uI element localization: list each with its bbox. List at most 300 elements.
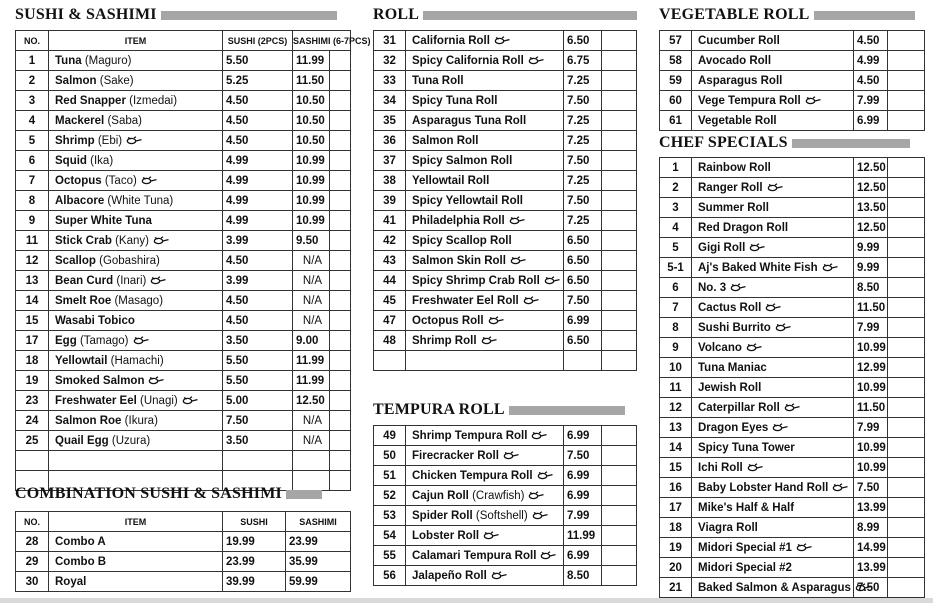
table-row	[16, 532, 351, 552]
item-cell	[692, 318, 854, 338]
item-price: 7.50	[564, 191, 602, 211]
item-number: 11	[660, 378, 692, 398]
empty-cell	[330, 51, 351, 71]
item-name: Ranger Roll	[698, 181, 763, 194]
item-cell	[49, 191, 223, 211]
sushi-price: 5.50	[223, 371, 293, 391]
cooked-roll-icon	[804, 96, 821, 105]
empty-cell	[602, 251, 637, 271]
item-cell	[406, 211, 564, 231]
item-price: 7.25	[564, 131, 602, 151]
item-price: 7.99	[854, 91, 888, 111]
tempura-section-title	[373, 400, 625, 420]
item-number: 17	[16, 331, 49, 351]
item-number: 51	[374, 466, 406, 486]
item-price: 10.99	[854, 338, 888, 358]
item-price: 7.50	[564, 91, 602, 111]
item-number: 5	[16, 131, 49, 151]
item-number: 53	[374, 506, 406, 526]
title-bar	[509, 406, 625, 415]
item-number: 8	[660, 318, 692, 338]
empty-cell	[602, 446, 637, 466]
cooked-roll-icon	[527, 491, 544, 500]
empty-cell	[330, 251, 351, 271]
item-cell	[692, 198, 854, 218]
cooked-roll-icon	[795, 543, 812, 552]
cooked-roll-icon	[181, 396, 198, 405]
item-name: Asparagus Roll	[698, 74, 783, 87]
empty-cell	[330, 231, 351, 251]
vegetable-section-title	[659, 5, 915, 25]
item-cell	[406, 311, 564, 331]
item-price: 13.99	[854, 498, 888, 518]
item-name: Baby Lobster Hand Roll	[698, 481, 829, 494]
empty-row	[374, 351, 637, 371]
item-cell	[49, 431, 223, 451]
col-sashimi-header: SASHIMI (6-7PCS)	[293, 31, 351, 51]
item-name: Vegetable Roll	[698, 114, 777, 127]
sushi-price: 3.50	[223, 331, 293, 351]
item-price: 4.99	[854, 51, 888, 71]
item-name: Baked Salmon & Asparagus	[698, 581, 851, 594]
empty-cell	[602, 111, 637, 131]
table-row	[660, 111, 925, 131]
item-name: Tuna	[55, 54, 82, 67]
table-row	[660, 398, 925, 418]
item-number: 33	[374, 71, 406, 91]
table-row	[660, 338, 925, 358]
cooked-roll-icon	[509, 256, 526, 265]
item-price: 6.75	[564, 51, 602, 71]
item-number: 58	[660, 51, 692, 71]
empty-cell	[888, 338, 925, 358]
title-bar	[161, 11, 337, 20]
table-row	[374, 291, 637, 311]
item-cell	[692, 418, 854, 438]
empty-cell	[602, 546, 637, 566]
item-cell	[692, 91, 854, 111]
sashimi-price: 11.50	[293, 71, 330, 91]
item-price: 6.50	[564, 231, 602, 251]
item-cell	[692, 458, 854, 478]
item-cell	[692, 258, 854, 278]
item-cell	[692, 558, 854, 578]
empty-cell	[888, 378, 925, 398]
cooked-roll-icon	[764, 303, 781, 312]
empty-cell	[888, 398, 925, 418]
cooked-roll-icon	[783, 403, 800, 412]
item-cell	[49, 91, 223, 111]
item-number: 54	[374, 526, 406, 546]
item-name: Mackerel	[55, 114, 105, 127]
title-bar	[792, 139, 910, 148]
table-row	[660, 458, 925, 478]
table-row	[16, 231, 351, 251]
empty-cell	[888, 318, 925, 338]
sushi-sashimi-section-title	[15, 5, 337, 25]
sashimi-price: 9.50	[293, 231, 330, 251]
item-number: 21	[660, 578, 692, 598]
bottom-rule	[0, 598, 933, 603]
item-price: 6.99	[564, 426, 602, 446]
item-number: 48	[374, 331, 406, 351]
table-row	[660, 258, 925, 278]
item-name: Ichi Roll	[698, 461, 743, 474]
item-japanese-name: (White Tuna)	[107, 194, 174, 207]
sushi-price: 5.50	[223, 351, 293, 371]
item-japanese-name: (Unagi)	[140, 394, 178, 407]
sashimi-price: 10.50	[293, 111, 330, 131]
table-row	[374, 566, 637, 586]
item-name: Firecracker Roll	[412, 449, 499, 462]
table-row	[660, 518, 925, 538]
item-name: Octopus Roll	[412, 314, 484, 327]
sushi-price: 23.99	[223, 552, 286, 572]
item-price: 7.99	[564, 506, 602, 526]
empty-cell	[602, 91, 637, 111]
item-name: Red Dragon Roll	[698, 221, 789, 234]
col-item-header: ITEM	[49, 31, 223, 51]
item-number: 1	[660, 158, 692, 178]
cooked-roll-icon	[745, 343, 762, 352]
empty-cell	[888, 558, 925, 578]
item-number: 11	[16, 231, 49, 251]
roll-heading: ROLL	[373, 6, 420, 23]
sushi-price: 4.50	[223, 91, 293, 111]
item-name: Tuna Maniac	[698, 361, 767, 374]
item-number: 36	[374, 131, 406, 151]
empty-cell	[888, 478, 925, 498]
cooked-roll-icon	[746, 463, 763, 472]
table-row	[16, 191, 351, 211]
item-cell	[49, 311, 223, 331]
item-number: 13	[16, 271, 49, 291]
sushi-price: 4.50	[223, 131, 293, 151]
item-name: Shrimp Roll	[412, 334, 477, 347]
item-cell	[49, 251, 223, 271]
item-number: 19	[16, 371, 49, 391]
table-row	[660, 538, 925, 558]
item-cell	[692, 338, 854, 358]
sushi-price: 4.99	[223, 211, 293, 231]
table-row	[660, 218, 925, 238]
empty-cell	[888, 258, 925, 278]
sushi-price: 4.50	[223, 291, 293, 311]
item-japanese-name: (Taco)	[104, 174, 137, 187]
table-row	[660, 578, 925, 598]
item-cell	[692, 538, 854, 558]
item-cell	[692, 378, 854, 398]
cooked-roll-icon	[536, 471, 553, 480]
item-price: 8.50	[564, 566, 602, 586]
item-number: 12	[16, 251, 49, 271]
item-japanese-name: (Izmedai)	[129, 94, 178, 107]
table-row	[660, 318, 925, 338]
item-price: 6.99	[564, 466, 602, 486]
table-row	[660, 238, 925, 258]
item-japanese-name: (Tamago)	[79, 334, 129, 347]
item-number: 30	[16, 572, 49, 592]
item-number: 15	[660, 458, 692, 478]
item-cell	[692, 31, 854, 51]
empty-cell	[602, 466, 637, 486]
empty-cell	[602, 191, 637, 211]
cooked-roll-icon	[771, 423, 788, 432]
empty-cell	[888, 578, 925, 598]
item-cell	[406, 506, 564, 526]
empty-cell	[602, 151, 637, 171]
item-name: Cajun Roll	[412, 489, 469, 502]
empty-cell	[330, 391, 351, 411]
item-name: Midori Special #2	[698, 561, 792, 574]
sushi-price: 4.50	[223, 111, 293, 131]
roll-section-title	[373, 5, 637, 25]
cooked-roll-icon	[821, 263, 838, 272]
item-number: 34	[374, 91, 406, 111]
sashimi-price: N/A	[293, 291, 330, 311]
item-number: 15	[16, 311, 49, 331]
item-price: 7.25	[564, 111, 602, 131]
chef-specials-table	[659, 157, 925, 598]
item-price: 7.99	[854, 418, 888, 438]
sashimi-price: 10.99	[293, 211, 330, 231]
sushi-price: 4.50	[223, 311, 293, 331]
item-cell	[692, 578, 854, 598]
item-name: Freshwater Eel	[55, 394, 137, 407]
table-row	[374, 251, 637, 271]
table-row	[660, 478, 925, 498]
item-number: 6	[16, 151, 49, 171]
sashimi-price: 10.50	[293, 91, 330, 111]
table-row	[16, 572, 351, 592]
item-name: Cactus Roll	[698, 301, 762, 314]
table-row	[660, 498, 925, 518]
item-price: 7.25	[564, 71, 602, 91]
empty-cell	[888, 71, 925, 91]
table-row	[16, 271, 351, 291]
table-row	[16, 71, 351, 91]
item-name: Jalapeño Roll	[412, 569, 487, 582]
item-number: 57	[660, 31, 692, 51]
table-row	[374, 191, 637, 211]
table-row	[660, 51, 925, 71]
item-number: 16	[660, 478, 692, 498]
empty-cell	[330, 291, 351, 311]
item-cell	[692, 71, 854, 91]
cooked-roll-icon	[748, 243, 765, 252]
cooked-roll-icon	[147, 376, 164, 385]
item-number: 17	[660, 498, 692, 518]
table-row	[374, 486, 637, 506]
tempura-heading: TEMPURA ROLL	[373, 401, 505, 418]
item-number: 9	[16, 211, 49, 231]
item-number: 6	[660, 278, 692, 298]
item-cell	[692, 51, 854, 71]
item-number: 37	[374, 151, 406, 171]
table-row	[660, 298, 925, 318]
item-number: 14	[660, 438, 692, 458]
item-cell	[406, 151, 564, 171]
item-name: Spicy Salmon Roll	[412, 154, 513, 167]
item-name: Mike's Half & Half	[698, 501, 795, 514]
cooked-roll-icon	[774, 323, 791, 332]
item-name: Combo A	[49, 532, 223, 552]
table-row	[660, 378, 925, 398]
item-number: 8	[16, 191, 49, 211]
item-price: 6.50	[564, 271, 602, 291]
empty-cell	[330, 331, 351, 351]
item-price: 7.99	[854, 318, 888, 338]
tempura-table	[373, 425, 637, 586]
table-row	[374, 111, 637, 131]
item-number: 50	[374, 446, 406, 466]
item-cell	[406, 31, 564, 51]
item-name: Gigi Roll	[698, 241, 746, 254]
item-name: Royal	[49, 572, 223, 592]
empty-cell	[602, 526, 637, 546]
sashimi-price: 10.99	[293, 171, 330, 191]
table-row	[660, 178, 925, 198]
item-number: 23	[16, 391, 49, 411]
item-price: 6.50	[564, 331, 602, 351]
empty-cell	[330, 151, 351, 171]
item-price: 7.50	[854, 578, 888, 598]
item-name: Spider Roll	[412, 509, 473, 522]
item-name: Yellowtail	[55, 354, 108, 367]
empty-cell	[602, 31, 637, 51]
item-japanese-name: (Inari)	[116, 274, 147, 287]
item-name: Spicy Tuna Roll	[412, 94, 498, 107]
item-price: 7.50	[564, 446, 602, 466]
empty-cell	[330, 431, 351, 451]
table-row	[660, 31, 925, 51]
item-price: 10.99	[854, 458, 888, 478]
cooked-roll-icon	[522, 296, 539, 305]
table-row	[660, 71, 925, 91]
empty-cell	[330, 351, 351, 371]
item-name: Dragon Eyes	[698, 421, 769, 434]
item-cell	[49, 331, 223, 351]
item-name: Philadelphia Roll	[412, 214, 505, 227]
cooked-roll-icon	[831, 483, 848, 492]
item-cell	[406, 51, 564, 71]
cooked-roll-icon	[766, 183, 783, 192]
item-name: Viagra Roll	[698, 521, 758, 534]
item-name: Spicy Shrimp Crab Roll	[412, 274, 540, 287]
item-number: 42	[374, 231, 406, 251]
empty-cell	[330, 211, 351, 231]
sashimi-price: 35.99	[286, 552, 351, 572]
item-price: 12.50	[854, 218, 888, 238]
item-number: 35	[374, 111, 406, 131]
item-cell	[406, 526, 564, 546]
cooked-roll-icon	[152, 236, 169, 245]
item-cell	[692, 358, 854, 378]
item-cell	[406, 271, 564, 291]
item-price: 6.99	[564, 486, 602, 506]
item-name: Combo B	[49, 552, 223, 572]
item-price: 13.50	[854, 198, 888, 218]
empty-cell	[888, 198, 925, 218]
cooked-roll-icon	[125, 136, 142, 145]
table-row	[374, 526, 637, 546]
item-price: 11.99	[564, 526, 602, 546]
empty-cell	[330, 111, 351, 131]
item-name: Jewish Roll	[698, 381, 762, 394]
col-sashimi-header: SASHIMI	[286, 512, 351, 532]
empty-cell	[602, 331, 637, 351]
item-japanese-name: (Ebi)	[97, 134, 123, 147]
item-number: 43	[374, 251, 406, 271]
item-number: 2	[660, 178, 692, 198]
table-row	[374, 51, 637, 71]
item-number: 41	[374, 211, 406, 231]
empty-cell	[888, 418, 925, 438]
item-price: 11.50	[854, 398, 888, 418]
table-row	[16, 151, 351, 171]
item-number: 5	[660, 238, 692, 258]
item-number: 61	[660, 111, 692, 131]
item-number: 3	[660, 198, 692, 218]
table-row	[16, 131, 351, 151]
empty-cell	[888, 238, 925, 258]
item-japanese-name: (Maguro)	[84, 54, 132, 67]
item-price: 7.50	[564, 291, 602, 311]
item-number: 13	[660, 418, 692, 438]
empty-cell	[888, 111, 925, 131]
item-cell	[49, 71, 223, 91]
empty-cell	[888, 518, 925, 538]
table-row	[374, 331, 637, 351]
sushi-price: 4.99	[223, 171, 293, 191]
table-row	[660, 438, 925, 458]
item-cell	[406, 486, 564, 506]
item-name: No. 3	[698, 281, 727, 294]
item-cell	[692, 398, 854, 418]
chef-heading: CHEF SPECIALS	[659, 134, 788, 151]
item-name: Vege Tempura Roll	[698, 94, 801, 107]
item-price: 7.25	[564, 171, 602, 191]
sashimi-price: 23.99	[286, 532, 351, 552]
sashimi-price: 11.99	[293, 371, 330, 391]
item-name: Aj's Baked White Fish	[698, 261, 818, 274]
item-number: 9	[660, 338, 692, 358]
table-row	[374, 151, 637, 171]
item-cell	[49, 51, 223, 71]
empty-cell	[602, 51, 637, 71]
item-cell	[49, 171, 223, 191]
item-price: 9.99	[854, 238, 888, 258]
item-number: 14	[16, 291, 49, 311]
item-japanese-name: (Ika)	[90, 154, 114, 167]
empty-cell	[602, 231, 637, 251]
table-row	[660, 558, 925, 578]
item-price: 7.50	[854, 478, 888, 498]
item-number: 28	[16, 532, 49, 552]
item-name: Rainbow Roll	[698, 161, 771, 174]
item-number: 3	[16, 91, 49, 111]
item-name: Bean Curd	[55, 274, 114, 287]
item-cell	[406, 331, 564, 351]
item-price: 4.50	[854, 71, 888, 91]
empty-cell	[330, 131, 351, 151]
item-number: 2	[16, 71, 49, 91]
cooked-roll-icon	[502, 451, 519, 460]
item-number: 19	[660, 538, 692, 558]
item-name: Red Snapper	[55, 94, 126, 107]
item-price: 12.50	[854, 178, 888, 198]
item-number: 7	[660, 298, 692, 318]
